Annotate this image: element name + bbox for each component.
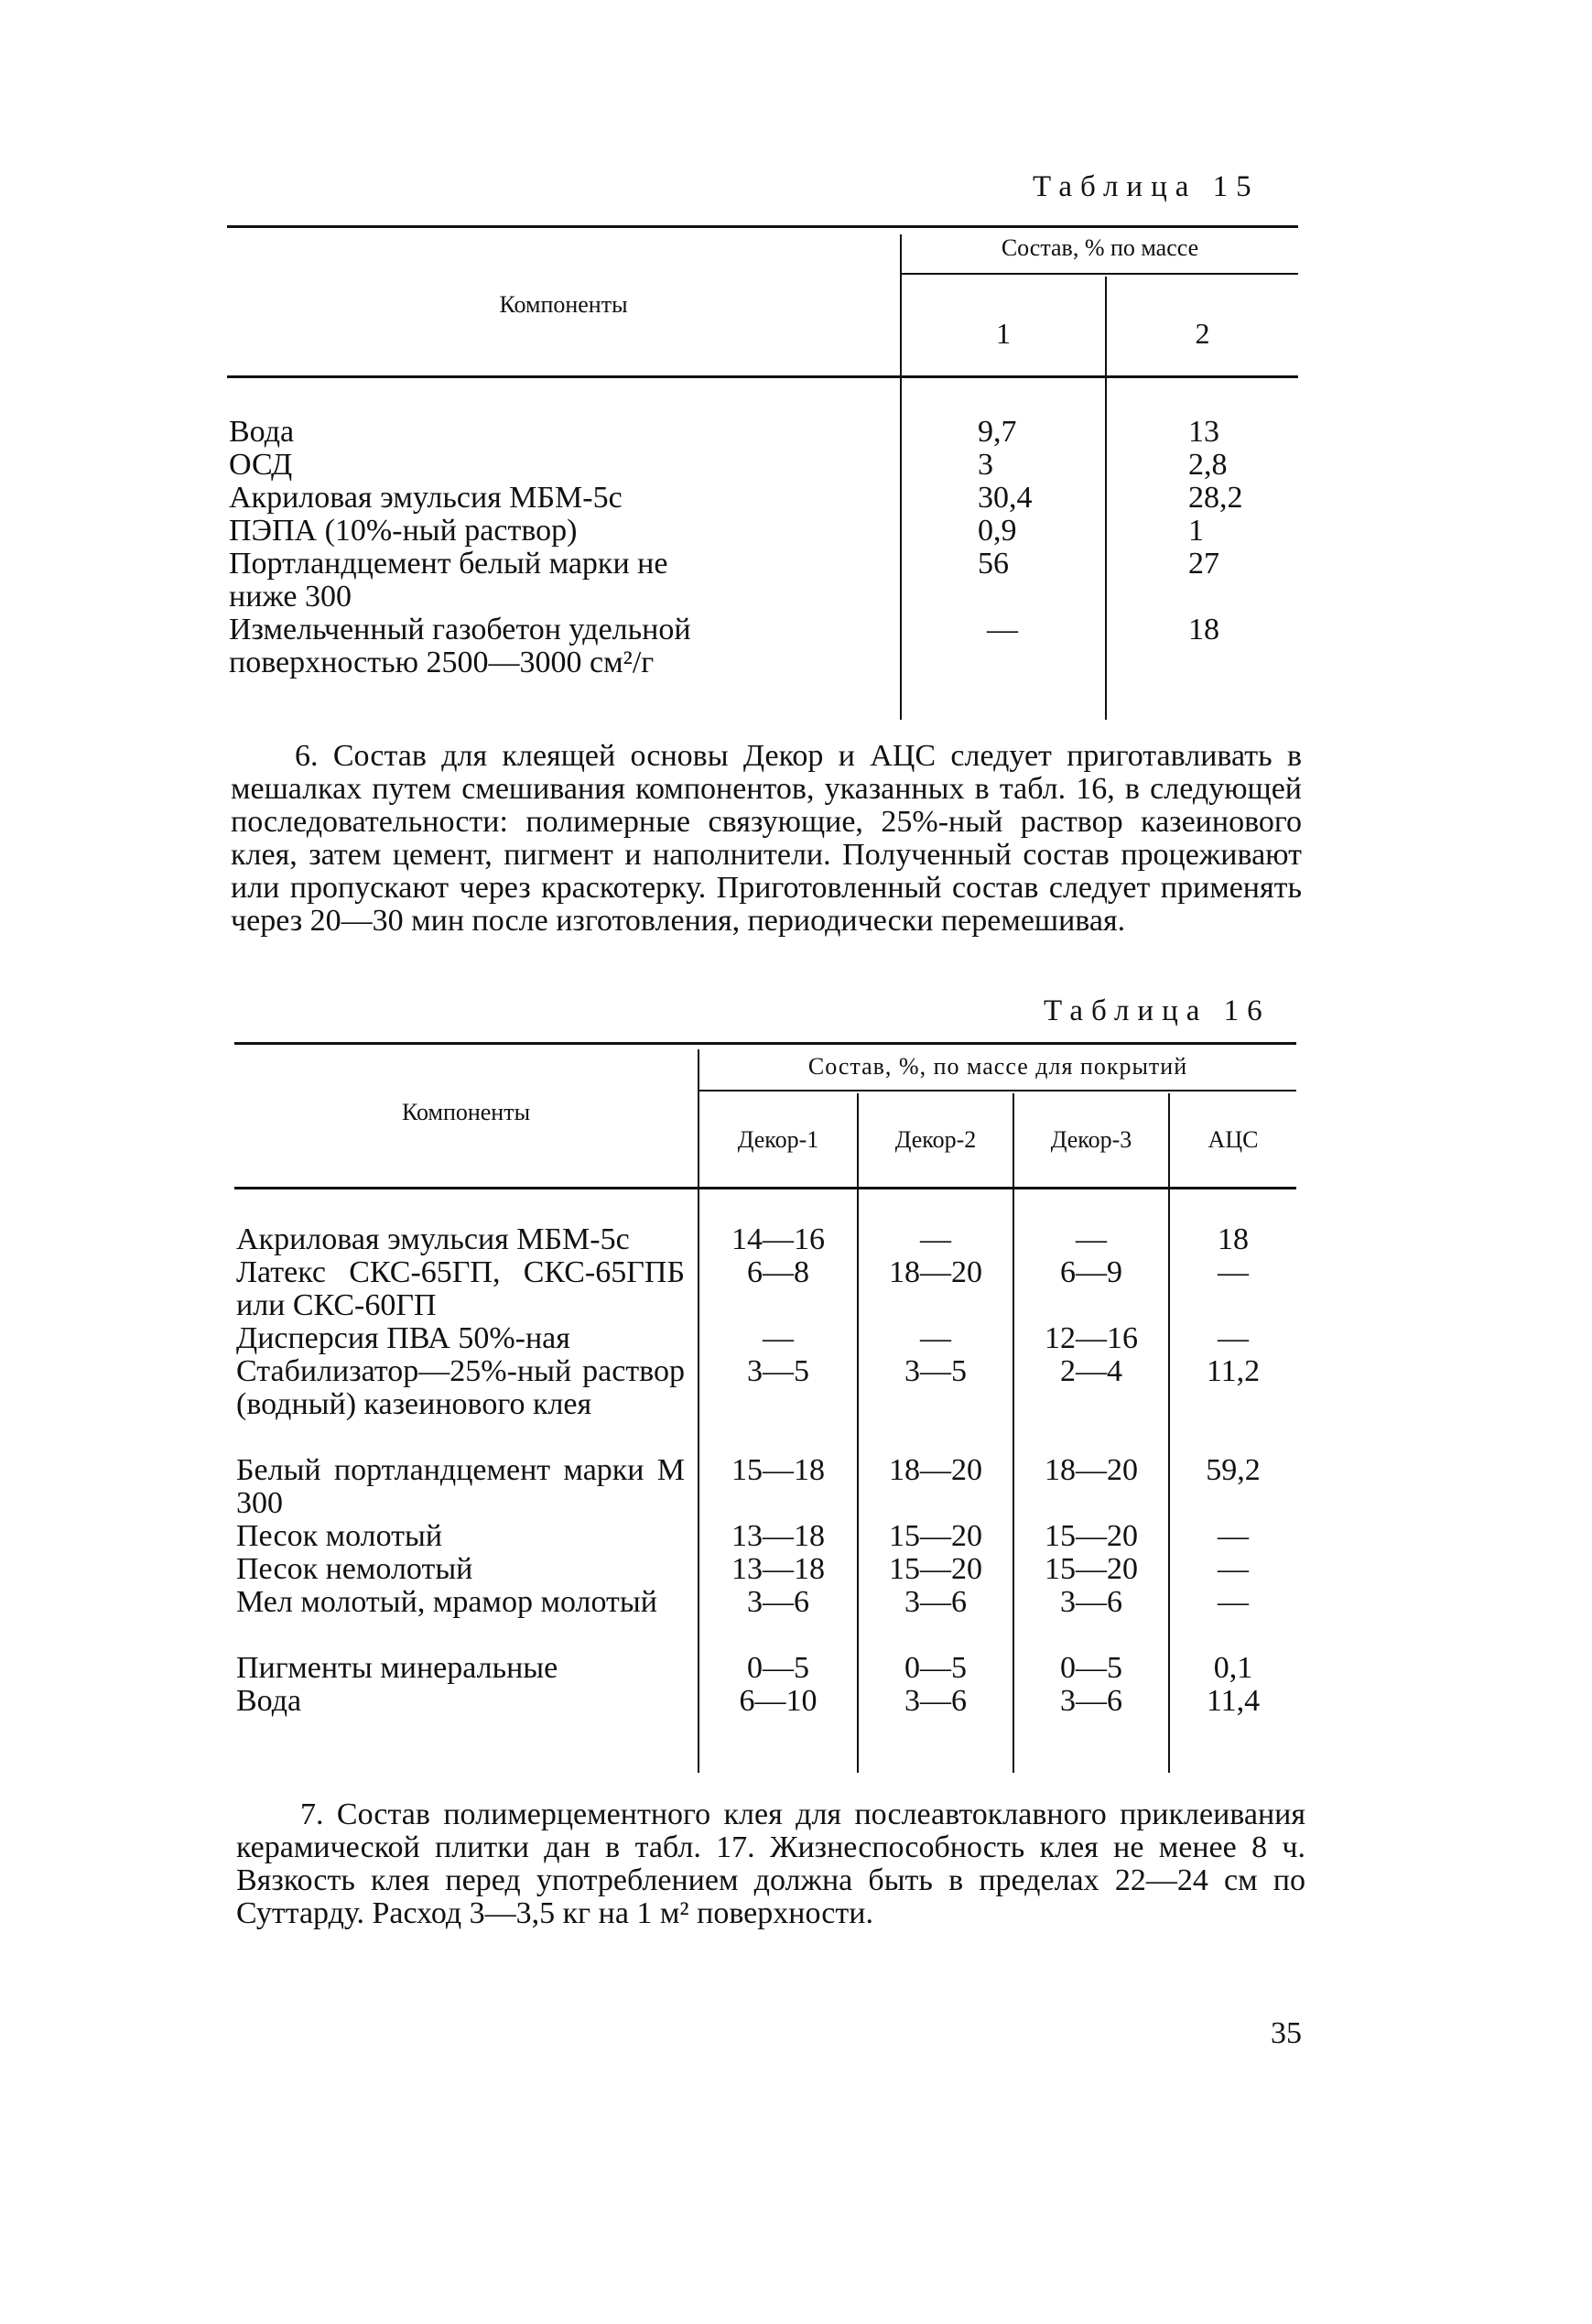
table16-row-value: 3—6 [747, 1585, 809, 1619]
table15-row-name: Портландцемент белый марки не ниже 300 [229, 547, 668, 614]
table15-header-col1: 1 [996, 317, 1011, 350]
table15-row-value: 18 [1188, 613, 1219, 646]
table15-row-value: 0,9 [978, 514, 1017, 548]
table16-group-rule [699, 1090, 1296, 1091]
table15-row-name: ПЭПА (10%-ный раствор) [229, 514, 578, 548]
table16-row-value: 18—20 [889, 1453, 982, 1487]
table16-top-rule [234, 1042, 1296, 1045]
table16-row-value: 3—5 [747, 1354, 809, 1388]
table16-header-col: АЦС [1208, 1126, 1259, 1153]
table16-row-value: 0—5 [747, 1651, 809, 1685]
table16-row-value: — [1218, 1519, 1249, 1553]
table15-header-components: Компоненты [499, 291, 628, 318]
table16-row-value: 11,2 [1206, 1354, 1261, 1388]
paragraph-7: 7. Состав полимерцементного клея для послеавтоклавного приклеивания керамической плитки дан в табл. 17. Жизнеспособность клея не менее 8 ч. Вязкость клея перед употреблением должна быть в пределах 22—24 см по Суттарду. Расход 3—3,5 кг на 1 м² поверхности. [236, 1797, 1305, 1930]
table16-row-name: Пигменты минеральные [236, 1651, 558, 1685]
table16-row-name: Латекс СКС-65ГП, СКС-65ГПБ или СКС-60ГП [236, 1255, 685, 1322]
table16-row-value: 3—6 [1060, 1585, 1122, 1619]
table15-header-rule [227, 375, 1298, 378]
table16-row-value: 13—18 [731, 1552, 825, 1586]
table16-header-col: Декор-3 [1050, 1126, 1132, 1153]
table16-row-value: 15—18 [731, 1453, 825, 1487]
table16-row-value: — [1076, 1222, 1107, 1256]
table15-row-value: 30,4 [978, 481, 1033, 515]
table16-row-value: 18 [1218, 1222, 1249, 1256]
table15-row-value: 28,2 [1188, 481, 1243, 515]
table15-group-rule [902, 273, 1298, 275]
table16-row-value: 2—4 [1060, 1354, 1122, 1388]
table16-row-value: 18—20 [889, 1255, 982, 1289]
table16-row-name: Белый портландцемент марки М 300 [236, 1453, 685, 1520]
table16-row-name: Вода [236, 1684, 302, 1718]
table16-row-value: 15—20 [1045, 1519, 1138, 1553]
table15-row-name: Акриловая эмульсия МБМ-5с [229, 481, 623, 515]
page-number: 35 [1271, 2016, 1302, 2050]
table16-row-value: 0—5 [904, 1651, 967, 1685]
table15-header-col2: 2 [1195, 317, 1210, 350]
table16-row-name: Стабилизатор—25%-ный раствор (водный) казеинового клея [236, 1354, 685, 1421]
table16-row-value: 12—16 [1045, 1321, 1138, 1355]
table16-row-value: 0—5 [1060, 1651, 1122, 1685]
table16-row-name: Песок молотый [236, 1519, 443, 1553]
table15-row-value: 1 [1188, 514, 1204, 548]
table15-col-divider-1 [900, 234, 902, 720]
table15-top-rule [227, 225, 1298, 228]
table16-row-name: Дисперсия ПВА 50%-ная [236, 1321, 570, 1355]
table16-row-value: 11,4 [1206, 1684, 1261, 1718]
table16-row-value: 3—6 [904, 1684, 967, 1718]
table16-row-value: 15—20 [889, 1519, 982, 1553]
table15-row-value: 56 [978, 547, 1009, 581]
table15-row-name: Измельченный газобетон удельной поверхностью 2500—3000 см²/г [229, 613, 691, 679]
table16-row-value: 6—9 [1060, 1255, 1122, 1289]
table16-row-value: — [763, 1321, 794, 1355]
paragraph-6: 6. Состав для клеящей основы Декор и АЦС следует приготавливать в мешалках путем смешивания компонентов, указанных в табл. 16, в следующей последовательности: полимерные связующие, 25%-ный раствор казеинового клея, затем цемент, пигмент и наполнители. Полученный состав процеживают или пропускают через краскотерку. Приготовленный состав следует применять через 20—30 мин после изготовления, периодически перемешивая. [231, 739, 1302, 938]
table15-row-value: — [987, 613, 1018, 646]
table16-row-value: — [1218, 1255, 1249, 1289]
table16-header-col: Декор-2 [894, 1126, 977, 1153]
table15-row-value: 3 [978, 448, 993, 482]
table16-row-value: 6—10 [739, 1684, 818, 1718]
table16-row-name: Мел молотый, мрамор молотый [236, 1585, 657, 1619]
table16-header-group: Состав, %, по массе для покрытий [807, 1053, 1188, 1080]
table16-row-value: 15—20 [889, 1552, 982, 1586]
table16-row-value: — [1218, 1585, 1249, 1619]
table16-row-value: — [920, 1222, 951, 1256]
table16-row-value: 13—18 [731, 1519, 825, 1553]
table16-row-value: 18—20 [1045, 1453, 1138, 1487]
table16-row-value: 14—16 [731, 1222, 825, 1256]
table16-row-name: Акриловая эмульсия МБМ-5с [236, 1222, 630, 1256]
table16-row-value: — [1218, 1552, 1249, 1586]
table16-row-name: Песок немолотый [236, 1552, 473, 1586]
table15-row-value: 27 [1188, 547, 1219, 581]
table16-row-value: 6—8 [747, 1255, 809, 1289]
table16-header-components: Компоненты [401, 1099, 531, 1125]
table16-row-value: 3—6 [904, 1585, 967, 1619]
table16-row-value: 3—5 [904, 1354, 967, 1388]
table16-caption: Таблица 16 [1044, 994, 1271, 1027]
table15-row-value: 2,8 [1188, 448, 1228, 482]
table16-header-rule [234, 1187, 1296, 1189]
table16-row-value: 15—20 [1045, 1552, 1138, 1586]
table16-header-col: Декор-1 [737, 1126, 819, 1153]
table16-row-value: — [1218, 1321, 1249, 1355]
table15-row-value: 9,7 [978, 415, 1017, 449]
table15-header-group: Состав, % по массе [1001, 234, 1199, 261]
table15-row-name: Вода [229, 415, 295, 449]
table16-row-value: 0,1 [1213, 1651, 1253, 1685]
table16-row-value: 59,2 [1206, 1453, 1261, 1487]
table15-caption: Таблица 15 [1033, 170, 1260, 203]
table15-row-value: 13 [1188, 415, 1219, 449]
table16-row-value: 3—6 [1060, 1684, 1122, 1718]
table16-row-value: — [920, 1321, 951, 1355]
table15-row-name: ОСД [229, 448, 293, 482]
